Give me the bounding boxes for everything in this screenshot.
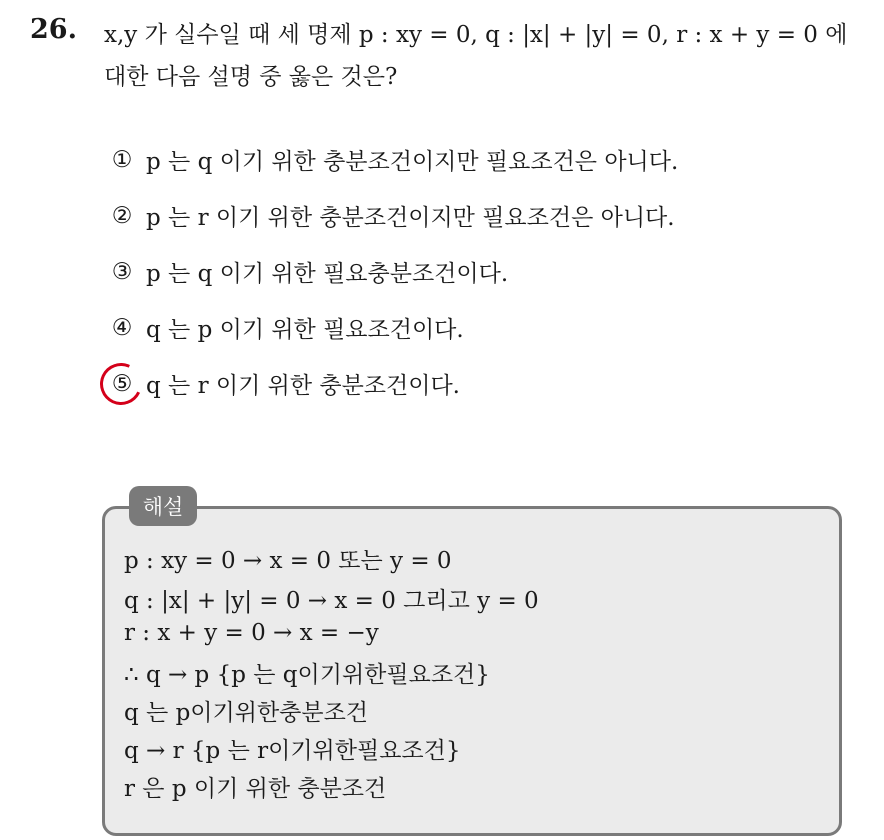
question-number: 26. — [30, 14, 77, 45]
solution-line-7: r 은 p 이기 위한 충분조건 — [124, 776, 387, 802]
answer-circle-mark — [94, 357, 148, 411]
choice-number: ③ — [111, 258, 133, 285]
choice-text: p 는 r 이기 위한 충분조건이지만 필요조건은 아니다. — [146, 205, 675, 231]
choice-4[interactable] — [108, 311, 464, 344]
choice-text: q 는 r 이기 위한 충분조건이다. — [146, 373, 460, 399]
choice-text: p 는 q 이기 위한 필요충분조건이다. — [146, 261, 509, 287]
choice-1[interactable] — [108, 143, 678, 176]
choice-number: ① — [111, 146, 133, 173]
choice-2[interactable] — [108, 199, 675, 232]
choice-3[interactable] — [108, 255, 508, 288]
solution-line-4: ∴ q → p {p 는 q이기위한필요조건} — [124, 662, 490, 688]
question-text-line-1: x,y 가 실수일 때 세 명제 p : xy = 0, q : |x| + |y| = 0, r : x + y = 0 에 — [104, 22, 848, 48]
solution-line-5: q 는 p이기위한충분조건 — [124, 700, 369, 726]
choice-text: p 는 q 이기 위한 충분조건이지만 필요조건은 아니다. — [146, 149, 679, 175]
solution-line-6: q → r {p 는 r이기위한필요조건} — [124, 738, 461, 764]
question-text-line-2: 대한 다음 설명 중 옳은 것은? — [104, 64, 398, 90]
solution-line-3: r : x + y = 0 → x = −y — [124, 620, 379, 646]
choice-number: ⑤ — [111, 370, 133, 397]
choice-5[interactable] — [108, 367, 460, 400]
choice-number: ④ — [111, 314, 133, 341]
choice-text: q 는 p 이기 위한 필요조건이다. — [146, 317, 464, 343]
solution-line-1: p : xy = 0 → x = 0 또는 y = 0 — [124, 548, 452, 574]
solution-line-2: q : |x| + |y| = 0 → x = 0 그리고 y = 0 — [124, 588, 539, 614]
choice-number: ② — [111, 202, 133, 229]
solution-tab-label: 해설 — [129, 486, 197, 526]
